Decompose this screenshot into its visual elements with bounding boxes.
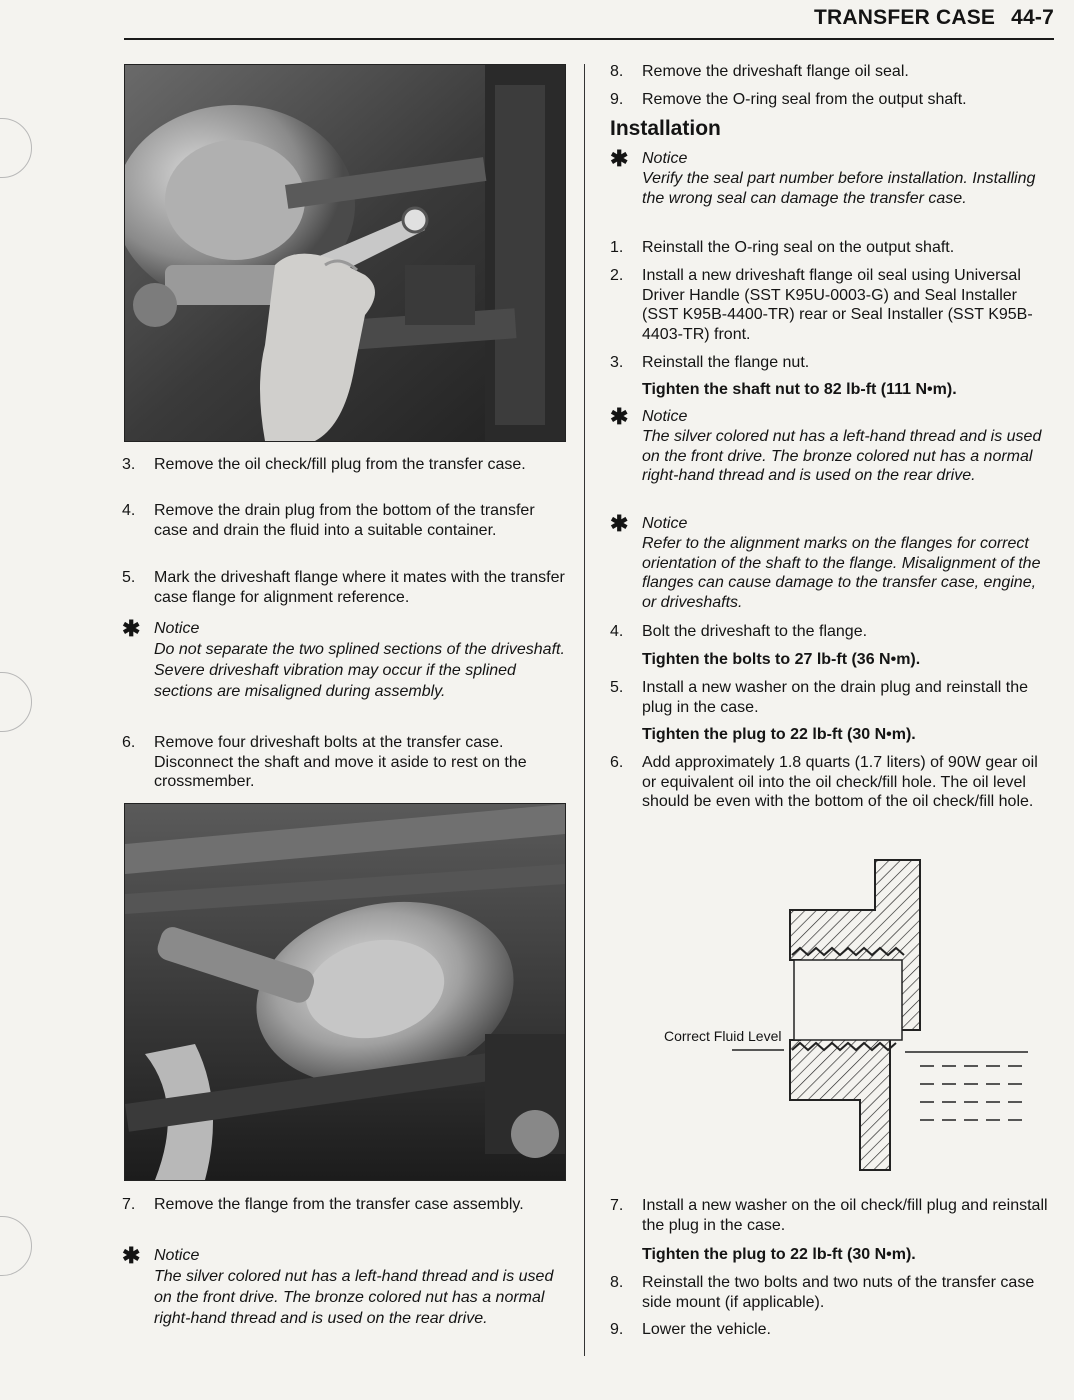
step-text: Remove the oil check/fill plug from the transfer case. [154,456,526,473]
step-5-mark-flange [122,568,570,607]
step-text: Add approximately 1.8 quarts (1.7 liters) of 90W gear oil or equivalent oil into the oil check/fill hole. The oil level should be even with the bottom of the oil check/fill hole. [642,754,1038,810]
step-8-remove-oil-seal [610,62,1054,82]
binder-hole-bottom [0,1216,32,1276]
page-number: 44-7 [1011,6,1054,29]
step-number: 5. [122,569,136,586]
notice-text: The silver colored nut has a left-hand thread and is used on the front drive. The bronze colored nut has a normal right-hand thread and is used on the rear drive. [642,428,1042,484]
step-text: Mark the driveshaft flange where it mates with the transfer case flange for alignment reference. [154,569,565,606]
notice-alignment-marks [610,510,1054,612]
step-text: Remove the flange from the transfer case assembly. [154,1196,524,1213]
step-text: Install a new washer on the drain plug and reinstall the plug in the case. [642,679,1029,716]
notice-text: Refer to the alignment marks on the flanges for correct orientation of the shaft to the flange. Misalignment of the flanges can cause damage to the transfer case, engine, or driveshafts. [642,535,1041,611]
torque-spec-shaft-nut: Tighten the shaft nut to 82 lb-ft (111 N•m). [642,381,957,398]
step-number: 8. [610,63,624,80]
step-number: 2. [610,267,624,284]
step-text: Install a new washer on the oil check/fill plug and reinstall the plug in the case. [642,1197,1048,1234]
install-step-8 [610,1273,1054,1312]
notice-label: Notice [154,620,200,637]
step-text: Remove the drain plug from the bottom of the transfer case and drain the fluid into a suitable container. [154,502,535,539]
right-column [610,0,1054,1400]
notice-nut-thread-right [610,403,1054,486]
torque-spec-bolts: Tighten the bolts to 27 lb-ft (36 N•m). [642,651,921,668]
install-step-3 [610,353,1054,373]
binder-hole-middle [0,672,32,732]
install-step-6 [610,753,1054,812]
torque-spec-drain-plug: Tighten the plug to 22 lb-ft (30 N•m). [642,726,916,743]
step-text: Reinstall the flange nut. [642,354,810,371]
notice-verify-seal [610,145,1054,208]
step-text: Remove the driveshaft flange oil seal. [642,63,909,80]
step-3-remove-check-plug [122,455,570,475]
notice-label: Notice [642,408,688,425]
left-column [122,0,570,1400]
diagram-label-correct-fluid-level: Correct Fluid Level [664,1028,782,1044]
column-divider [584,64,585,1356]
step-number: 7. [122,1196,136,1213]
step-number: 4. [122,502,136,519]
binder-hole-top [0,118,32,178]
step-number: 9. [610,1321,624,1338]
notice-label: Notice [154,1247,200,1264]
torque-spec-fill-plug: Tighten the plug to 22 lb-ft (30 N•m). [642,1246,916,1263]
notice-star-icon: ✱ [122,615,141,641]
notice-nut-thread-left [122,1242,570,1329]
step-text: Bolt the driveshaft to the flange. [642,623,868,640]
notice-text: Do not separate the two splined sections of the driveshaft. Severe driveshaft vibration may occur if the splined sections are misaligned during assembly. [154,641,565,700]
step-9-remove-o-ring [610,90,1054,110]
step-7-remove-flange [122,1195,570,1215]
step-number: 4. [610,623,624,640]
installation-heading: Installation [610,117,721,140]
step-number: 1. [610,239,624,256]
step-number: 9. [610,91,624,108]
install-step-1 [610,238,1054,258]
step-number: 8. [610,1274,624,1291]
notice-label: Notice [642,515,688,532]
step-number: 7. [610,1197,624,1214]
step-number: 6. [122,734,136,751]
step-number: 3. [122,456,136,473]
notice-text: The silver colored nut has a left-hand thread and is used on the front drive. The bronze colored nut has a normal right-hand thread and is used on the rear drive. [154,1268,554,1327]
notice-star-icon: ✱ [610,510,629,536]
step-text: Reinstall the two bolts and two nuts of the transfer case side mount (if applicable). [642,1274,1035,1311]
section-title: TRANSFER CASE [814,6,996,29]
notice-star-icon: ✱ [610,145,629,171]
install-step-2 [610,266,1054,344]
step-text: Lower the vehicle. [642,1321,771,1338]
install-step-9 [610,1320,1054,1340]
step-text: Remove the O-ring seal from the output shaft. [642,91,967,108]
notice-star-icon: ✱ [122,1242,141,1268]
notice-label: Notice [642,150,688,167]
install-step-7 [610,1196,1054,1235]
step-text: Install a new driveshaft flange oil seal using Universal Driver Handle (SST K95U-0003-G) and Seal Installer (SST K95B-4400-TR) rear or Seal Installer (SST K95B-4403-TR) front. [642,267,1033,343]
step-text: Remove four driveshaft bolts at the transfer case. Disconnect the shaft and move it aside to rest on the crossmember. [154,734,527,790]
notice-star-icon: ✱ [610,403,629,429]
step-number: 3. [610,354,624,371]
install-step-5 [610,678,1054,717]
notice-splined-sections [122,615,570,702]
install-step-4 [610,622,1054,642]
step-number: 6. [610,754,624,771]
fluid-level-diagram [650,850,1040,1180]
step-number: 5. [610,679,624,696]
step-text: Reinstall the O-ring seal on the output shaft. [642,239,955,256]
notice-text: Verify the seal part number before installation. Installing the wrong seal can damage the transfer case. [642,170,1036,207]
step-6-remove-bolts [122,733,570,792]
step-4-remove-drain-plug [122,501,570,540]
